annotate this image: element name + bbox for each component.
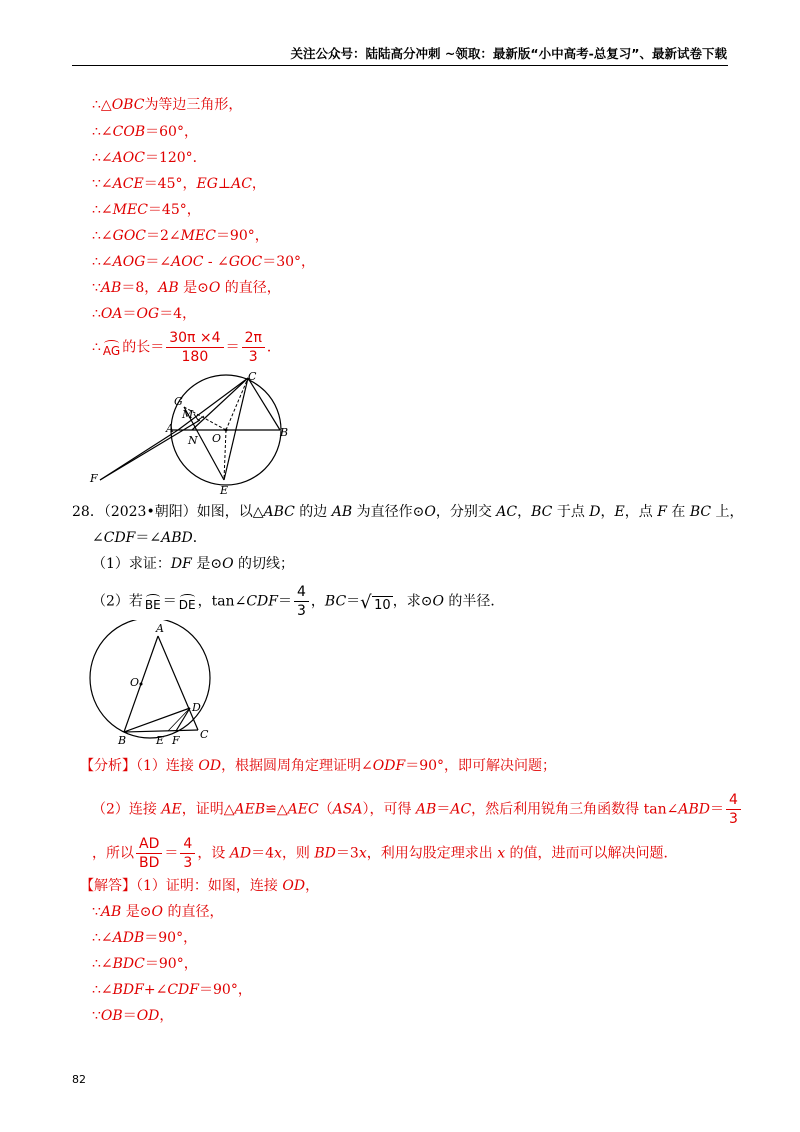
fraction-arc-length: $\frac{30\pi \times 4}{180}$ [166, 330, 223, 365]
problem-question-1: （1）求证：DF 是⊙O 的切线； [92, 556, 294, 572]
solution-line-5: ∴∠MEC＝45°， [92, 202, 201, 218]
fig1-label-g: G [174, 395, 183, 408]
solution-line-1: ∴△OBC为等边三角形， [92, 97, 243, 113]
fig1-label-n: N [188, 434, 198, 447]
analysis-paragraph-1: 【分析】（1）连接 OD，根据圆周角定理证明∠ODF＝90°，即可解决问题； [80, 758, 557, 774]
problem-question-2: （2）若 BE ＝ DE ，tan∠CDF＝ $\frac{4}{3}$ ，BC＝ √ 10 ，求⊙O 的半径． [92, 584, 505, 619]
arc-de: DE [179, 594, 196, 612]
page-header: 关注公众号：陆陆高分冲刺 ~领取：最新版“小中高考-总复习”、最新试卷下载 [290, 46, 727, 61]
answer-line-4: ∴∠BDC＝90°， [92, 956, 198, 972]
fig1-label-a: A [166, 422, 174, 435]
fig1-label-o: O [212, 432, 222, 445]
geometry-figure-1 [80, 370, 320, 500]
analysis-paragraph-2: （2）连接 AE，证明△AEB≌△AEC（ASA），可得 AB＝AC，然后利用锐角三角函数得 tan∠ABD＝ $\frac{4}{3}$ [92, 792, 743, 827]
fig1-label-f: F [90, 472, 98, 485]
geometry-figure-2 [80, 620, 220, 750]
answer-line-2: ∵AB 是⊙O 的直径， [92, 904, 224, 920]
fig2-label-f: F [172, 734, 180, 747]
problem-statement-line-2: ∠CDF＝∠ABD． [92, 530, 207, 546]
answer-line-3: ∴∠ADB＝90°， [92, 930, 198, 946]
solution-line-9: ∴OA＝OG＝4， [92, 306, 197, 322]
answer-line-1: 【解答】（1）证明：如图，连接 OD， [80, 878, 320, 894]
arc-ag: AG [103, 340, 120, 358]
fig2-label-c: C [200, 728, 209, 741]
answer-line-6: ∵OB＝OD， [92, 1008, 174, 1024]
fig1-label-m: M [182, 408, 194, 421]
fraction-four-thirds: $\frac{4}{3}$ [180, 836, 195, 871]
fig1-label-c: C [248, 370, 257, 383]
fraction-tan-abd: $\frac{4}{3}$ [726, 792, 741, 827]
solution-line-10: ∴ AG 的长＝ $\frac{30\pi \times 4}{180}$ ＝ $\frac{2\pi}{3}$ ． [92, 330, 281, 365]
solution-line-2: ∴∠COB＝60°， [92, 124, 198, 140]
analysis-paragraph-3: ，所以 $\frac{AD}{BD}$ ＝ $\frac{4}{3}$ ，设 AD＝4x，则 BD＝3x，利用勾股定理求出 x 的值，进而可以解决问题． [92, 836, 678, 871]
page-number: 82 [72, 1073, 86, 1086]
answer-line-5: ∴∠BDF+∠CDF＝90°， [92, 982, 252, 998]
fig2-label-b: B [118, 734, 127, 747]
solution-line-8: ∵AB＝8，AB 是⊙O 的直径， [92, 280, 281, 296]
arc-be: BE [145, 594, 161, 612]
sqrt-10: √ 10 [360, 591, 391, 613]
fraction-ad-bd: $\frac{AD}{BD}$ [136, 836, 162, 871]
solution-line-3: ∴∠AOC＝120°． [92, 150, 207, 166]
fig2-label-a: A [156, 622, 164, 635]
solution-line-4: ∵∠ACE＝45°，EG⊥AC， [92, 176, 266, 192]
fig1-label-b: B [280, 426, 289, 439]
solution-line-6: ∴∠GOC＝2∠MEC＝90°， [92, 228, 269, 244]
fig2-label-o: O [130, 676, 140, 689]
fraction-result: $\frac{2\pi}{3}$ [242, 330, 265, 365]
fig2-label-e: E [156, 734, 165, 747]
problem-statement-line-1: 28．（2023•朝阳）如图，以△ABC 的边 AB 为直径作⊙O，分别交 AC，BC 于点 D，E，点 F 在 BC 上， [72, 504, 744, 520]
header-rule [72, 65, 728, 66]
fig2-label-d: D [192, 701, 201, 714]
solution-line-7: ∴∠AOG＝∠AOC - ∠GOC＝30°， [92, 254, 316, 270]
fig1-label-e: E [220, 484, 229, 497]
fraction-tan: $\frac{4}{3}$ [294, 584, 309, 619]
